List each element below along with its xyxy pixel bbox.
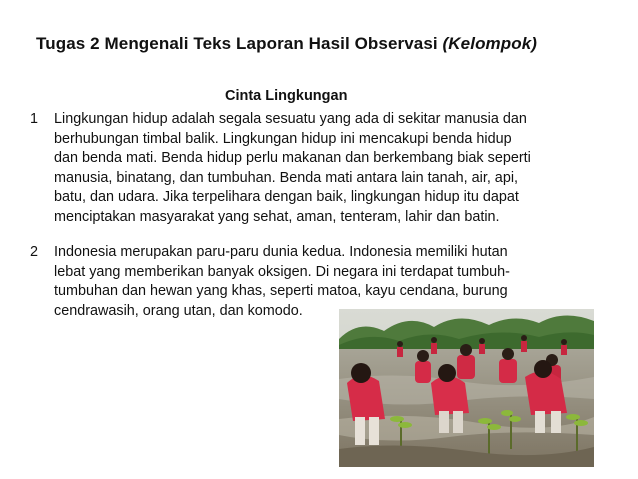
paragraph-line: dan benda mati. Benda hidup perlu makanan dan berkembang biak seperti bbox=[54, 150, 531, 167]
title-main: Tugas 2 Mengenali Teks Laporan Hasil Observasi bbox=[36, 34, 438, 53]
paragraph-1 bbox=[30, 110, 630, 228]
section-heading: Cinta Lingkungan bbox=[225, 88, 348, 104]
paragraph-line: menciptakan masyarakat yang sehat, aman, tenteram, lahir dan batin. bbox=[54, 208, 500, 225]
mangrove-planting-photo bbox=[339, 309, 594, 467]
paragraph-line: lebat yang memberikan banyak oksigen. Di negara ini terdapat tumbuh- bbox=[54, 263, 510, 280]
paragraph-line: tumbuhan dan hewan yang khas, seperti matoa, kayu cendana, burung bbox=[54, 283, 508, 300]
paragraph-line: berhubungan timbal balik. Lingkungan hidup ini mencakupi benda hidup bbox=[54, 130, 512, 147]
paragraph-line: Lingkungan hidup adalah segala sesuatu yang ada di sekitar manusia dan bbox=[54, 111, 527, 127]
slide-title bbox=[36, 34, 636, 54]
paragraph-line: Indonesia merupakan paru-paru dunia kedua. Indonesia memiliki hutan bbox=[54, 244, 508, 260]
paragraph-number: 1 bbox=[30, 111, 39, 127]
title-suffix: (Kelompok) bbox=[442, 34, 538, 53]
paragraph-number: 2 bbox=[30, 244, 39, 260]
paragraph-line: batu, dan udara. Jika terpelihara dengan baik, lingkungan hidup itu dapat bbox=[54, 189, 519, 206]
paragraph-line: manusia, binatang, dan tumbuhan. Benda mati antara lain tanah, air, api, bbox=[54, 169, 519, 186]
paragraph-line: cendrawasih, orang utan, dan komodo. bbox=[54, 302, 303, 319]
